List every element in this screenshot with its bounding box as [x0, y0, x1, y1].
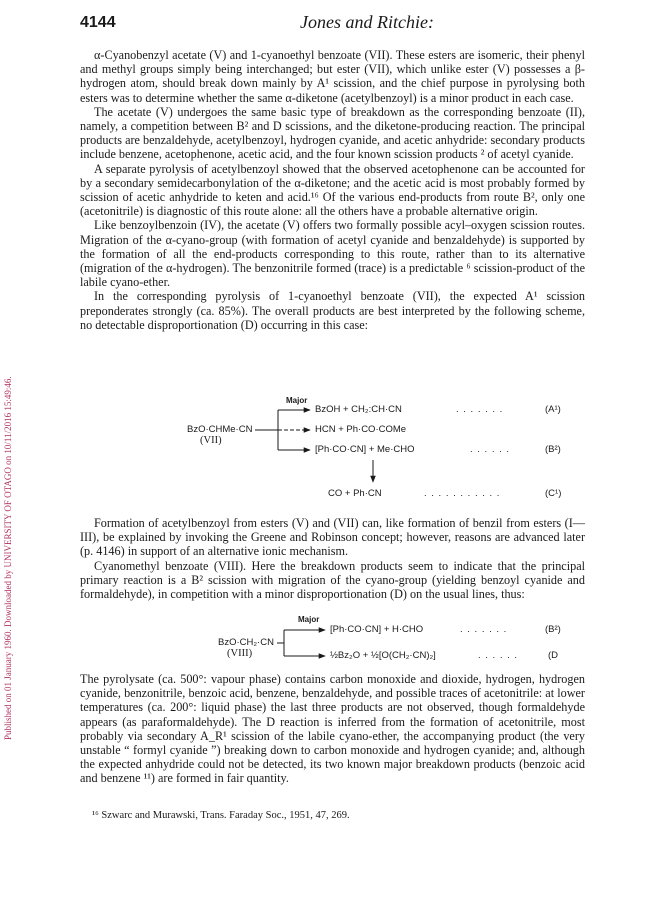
scheme-1-major-label: Major — [286, 396, 308, 405]
footnote: ¹⁶ Szwarc and Murawski, Trans. Faraday Soc., 1951, 47, 269. — [92, 810, 350, 821]
paragraph-6: Formation of acetylbenzoyl from esters (V) and (VII) can, like formation of benzil from esters (I—III), be explained by invoking the Greene and Robinson concept; however, reasons are advanced later (p. 4146) in support of an alternative ionic mechanism. — [80, 516, 585, 559]
paragraph-4: Like benzoylbenzoin (IV), the acetate (V) offers two formally possible acyl–oxygen scission routes. Migration of the α-cyano-group (with formation of acetyl cyanide and benzaldehyde) is supported by the formation of all the end-products corresponding to this route, rather than to its alternative (migration of the α-hydrogen). The benzonitrile formed (trace) is a predictable ⁶ scission-product of the labile cyano-ether. — [80, 218, 585, 290]
scheme-1-product-mid: HCN + Ph·CO·COMe — [315, 424, 407, 435]
page-header — [80, 12, 580, 36]
paragraph-2: The acetate (V) undergoes the same basic type of breakdown as the corresponding benzoate (II), namely, a competition between B² and D scissions, and the diketone-producing reaction. The principal products are benzaldehyde, acetylbenzoyl, hydrogen cyanide, and acetic anhydride: secondary products include benzene, acetophenone, acetic acid, and the four known scission products ² of acetyl cyanide. — [80, 104, 585, 162]
scheme-2-product-b2: [Ph·CO·CN] + H·CHO — [330, 624, 424, 635]
running-title: Jones and Ritchie: — [300, 12, 434, 32]
scheme-1-reactant-label: (VII) — [200, 435, 222, 446]
paragraph-7: Cyanomethyl benzoate (VIII). Here the breakdown products seem to indicate that the principal primary reaction is a B² scission with migration of the cyano-group (yielding benzoyl cyanide and formaldehyde), in competition with a minor disproportionation (D) on the usual lines, thus: — [80, 558, 585, 602]
reaction-scheme-1 — [160, 398, 600, 510]
scheme-1-tag-b2: (B²) — [545, 444, 561, 455]
scheme-2-product-d: ½Bz₂O + ½[O(CH₂·CN)₂] — [330, 650, 436, 661]
body-text-lower — [80, 672, 585, 786]
scheme-2-tag-b2: (B²) — [545, 624, 561, 635]
body-text-upper — [80, 48, 585, 332]
scheme-1-leader-a1: . . . . . . . — [456, 404, 504, 415]
scheme-1-product-b2: [Ph·CO·CN] + Me·CHO — [315, 444, 415, 455]
scheme-1-leader-b2: . . . . . . — [470, 444, 511, 455]
download-watermark: Published on 01 January 1960. Downloaded by UNIVERSITY OF OTAGO on 10/11/2016 15:49:46. — [3, 376, 13, 740]
reaction-scheme-2 — [160, 615, 600, 667]
scheme-1-reactant: BzO·CHMe·CN — [187, 424, 253, 435]
scheme-1-tag-c1: (C¹) — [545, 488, 562, 499]
scheme-2-reactant-label: (VIII) — [227, 648, 253, 659]
body-text-middle — [80, 516, 585, 601]
scheme-2-leader-b2: . . . . . . . — [460, 624, 508, 635]
scheme-2-leader-d: . . . . . . — [478, 650, 519, 661]
scheme-1-tag-a1: (A¹) — [545, 404, 561, 415]
scheme-2-tag-d: (D — [548, 650, 559, 661]
scheme-2-reactant: BzO·CH₂·CN — [218, 637, 274, 648]
paragraph-3: A separate pyrolysis of acetylbenzoyl showed that the observed acetophenone can be accounted for by a secondary semidecarbonylation of the α-diketone; and the acetic acid is most probably formed by scission of acetic anhydride to keten and acid.¹⁶ Of the various end-products from route B², only one (acetonitrile) is diagnostic of this route alone: all the others have a probable alternative origin. — [80, 161, 585, 219]
paragraph-5: In the corresponding pyrolysis of 1-cyanoethyl benzoate (VII), the expected A¹ scission preponderates strongly (ca. 85%). The overall products are best interpreted by the following scheme, no detectable disproportionation (D) occurring in this case: — [80, 289, 585, 332]
paragraph-8: The pyrolysate (ca. 500°: vapour phase) contains carbon monoxide and dioxide, hydrogen, hydrogen cyanide, benzonitrile, benzoic acid, benzene, benzaldehyde, and possible traces of acetonitrile: at lower temperatures (ca. 200°: liquid phase) the last three products are not observed, though formaldehyde appears (as paraformaldehyde). The D reaction is inferred from the formation of acetonitrile, most probably via secondary A_R¹ scission of the labile cyano-ether, the accompanying product (the very unstable “ formyl cyanide ”) breaking down to carbon monoxide and hydrogen cyanide; and, although the expected anhydride could not be detected, its two known major breakdown products (benzoic acid and benzene ¹¹) are formed in fair quantity. — [80, 672, 585, 786]
scheme-2-major-label: Major — [298, 615, 320, 624]
scheme-1-product-c1: CO + Ph·CN — [328, 488, 382, 499]
page-number: 4144 — [80, 14, 116, 31]
scheme-1-leader-c1: . . . . . . . . . . . — [424, 488, 501, 499]
paragraph-1: α-Cyanobenzyl acetate (V) and 1-cyanoethyl benzoate (VII). These esters are isomeric, their phenyl and methyl groups simply being interchanged; but ester (VII), which unlike ester (V) possesses a β-hydrogen atom, should break down mainly by A¹ scission, and the chief purpose in pyrolysing both esters was to determine whether the same α-diketone (acetylbenzoyl) is a minor product in each case. — [80, 48, 585, 105]
scheme-1-product-a1: BzOH + CH₂:CH·CN — [315, 404, 402, 415]
